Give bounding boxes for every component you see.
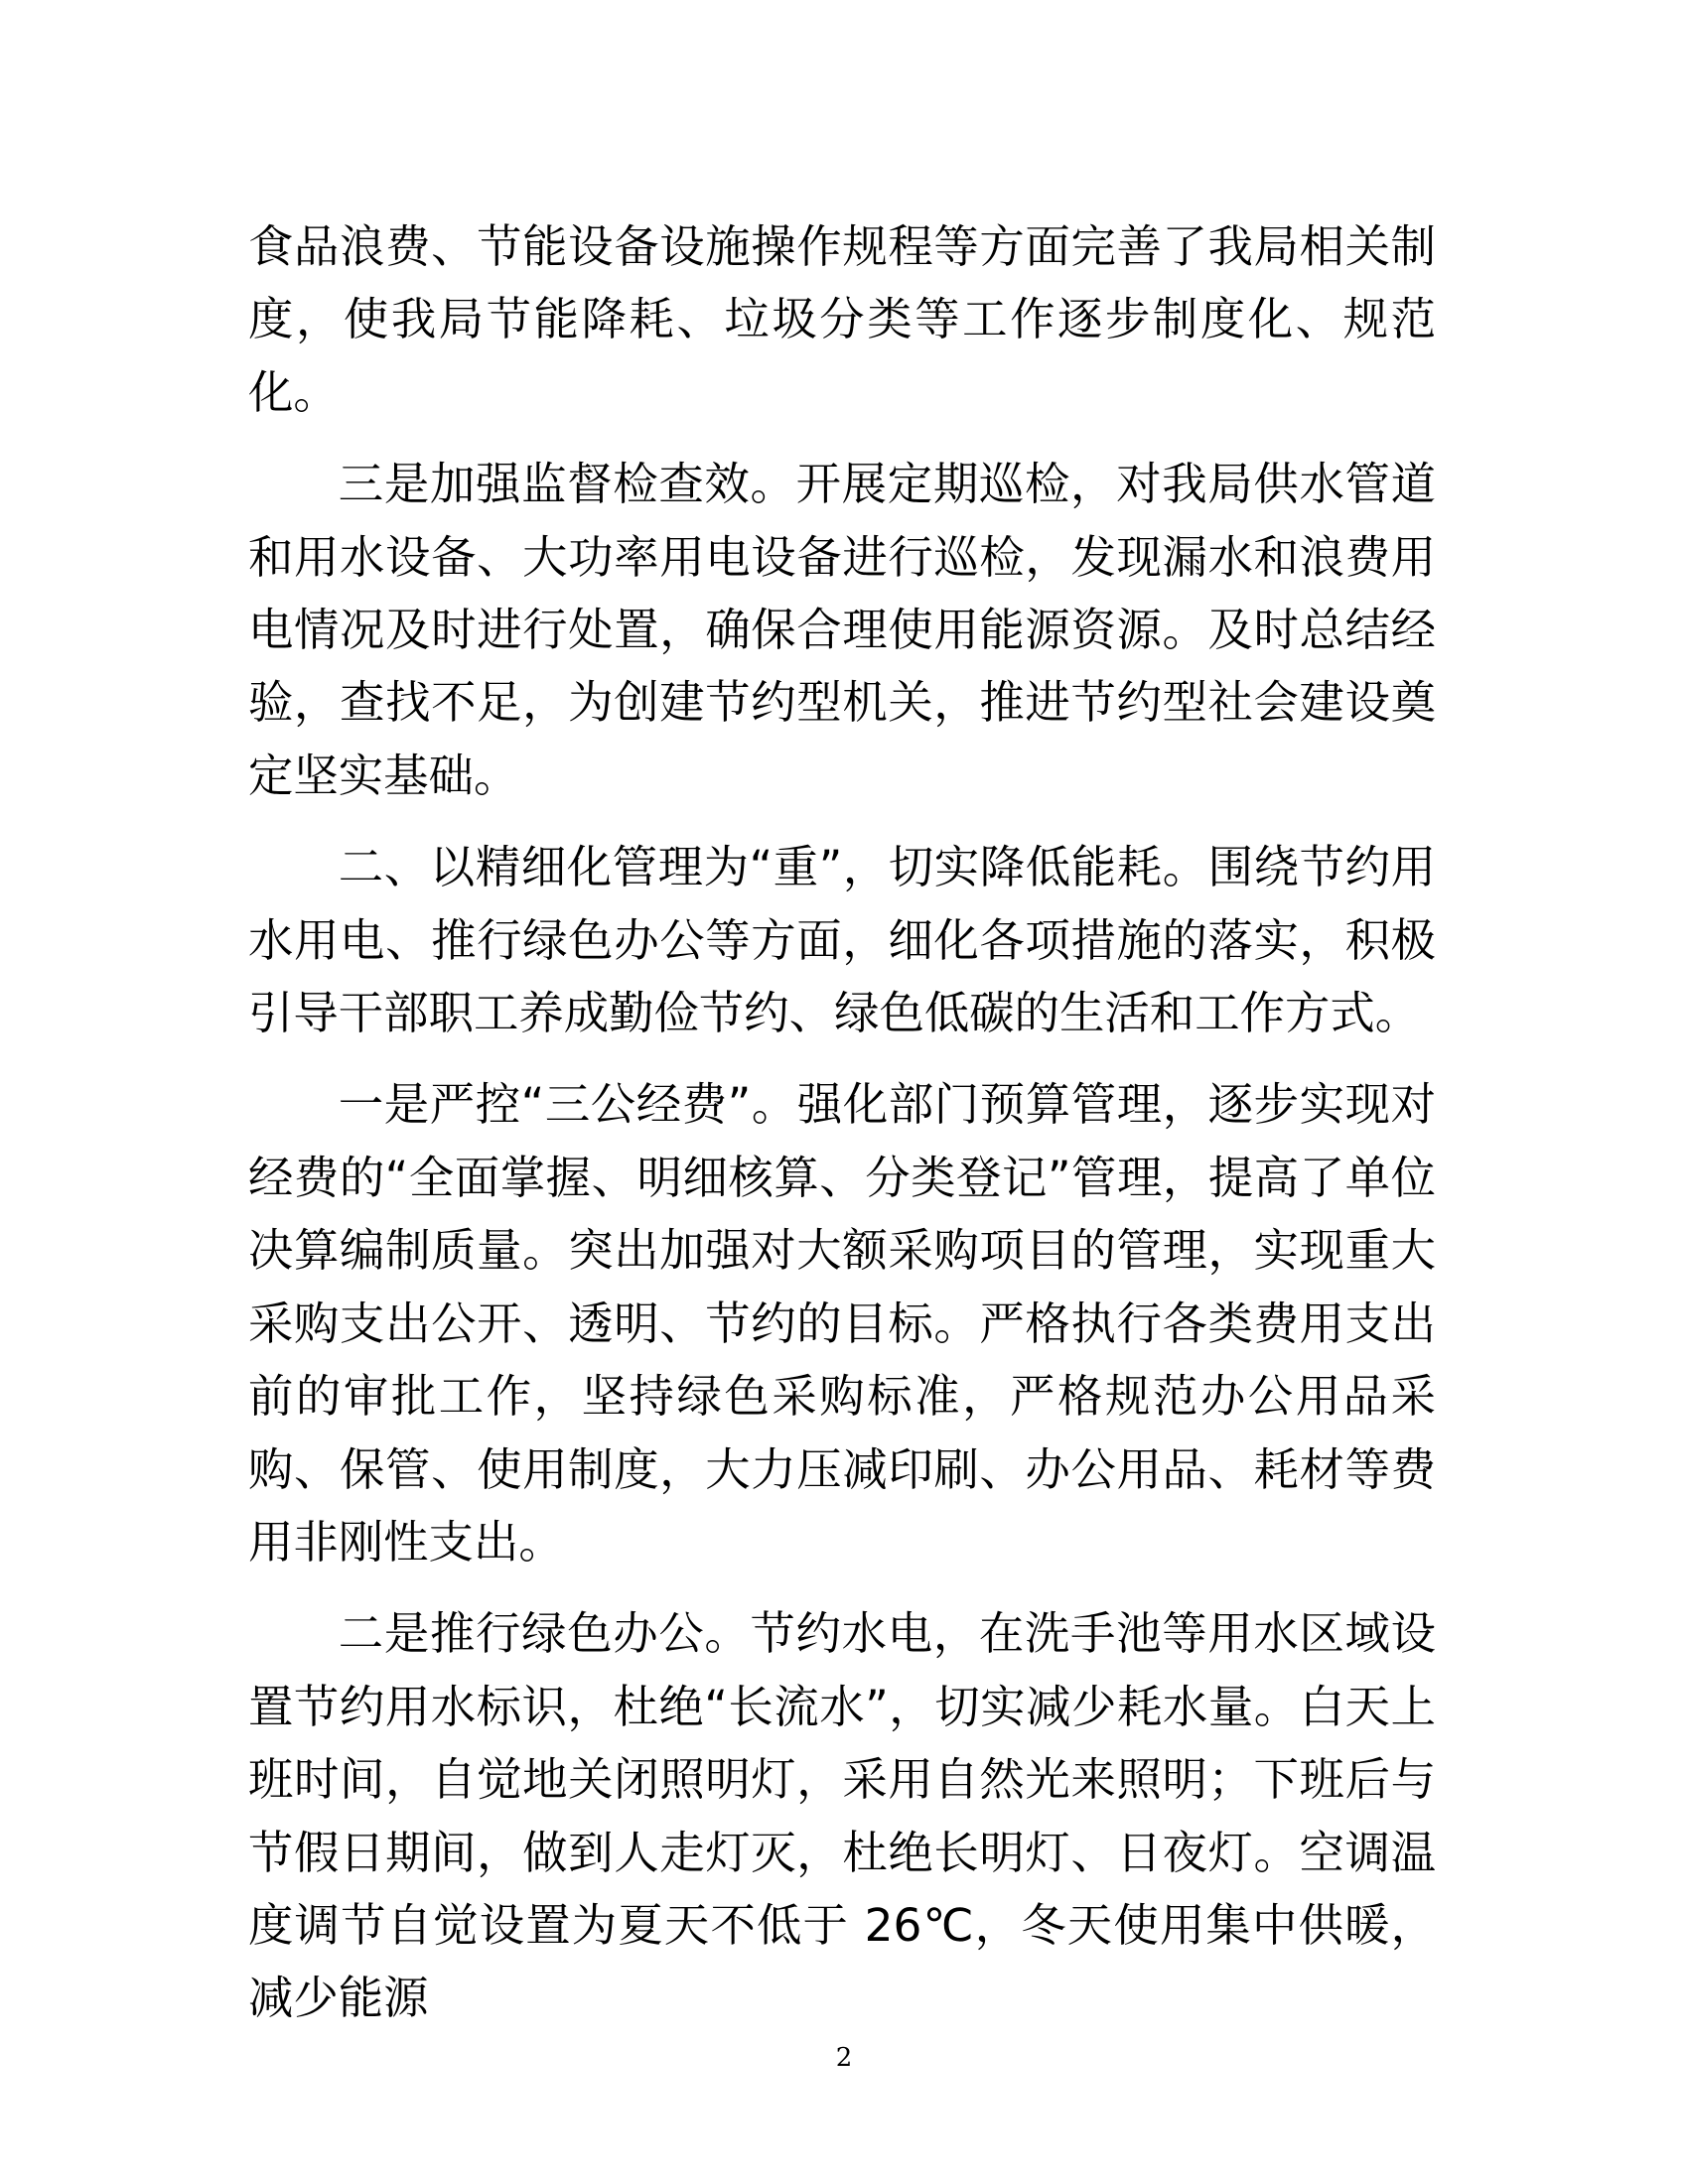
page-number: 2 xyxy=(835,2043,853,2073)
paragraph-continued: 食品浪费、节能设备设施操作规程等方面完善了我局相关制度，使我局节能降耗、垃圾分类等工作逐步制度化、规范化。 xyxy=(248,220,1436,419)
paragraph-green-office: 二是推行绿色办公。节约水电，在洗手池等用水区域设置节约用水标识，杜绝“长流水”，切实减少耗水量。白天上班时间，自觉地关闭照明灯，采用自然光来照明；下班后与节假日期间，做到人走灯灭，杜绝长明灯、日夜灯。空调温度调节自觉设置为夏天不低于 26℃，冬天使用集中供暖，减少能源 xyxy=(248,1607,1436,2025)
paragraph-section-two-heading: 二、以精细化管理为“重”，切实降低能耗。围绕节约用水用电、推行绿色办公等方面，细化各项措施的落实，积极引导干部职工养成勤俭节约、绿色低碳的生活和工作方式。 xyxy=(248,841,1436,1040)
document-body xyxy=(248,210,1436,2054)
paragraph-supervision: 三是加强监督检查效。开展定期巡检，对我局供水管道和用水设备、大功率用电设备进行巡检，发现漏水和浪费用电情况及时进行处置，确保合理使用能源资源。及时总结经验，查找不足，为创建节约型机关，推进节约型社会建设奠定坚实基础。 xyxy=(248,458,1436,802)
paragraph-control-expenses: 一是严控“三公经费”。强化部门预算管理，逐步实现对经费的“全面掌握、明细核算、分类登记”管理，提高了单位决算编制质量。突出加强对大额采购项目的管理，实现重大采购支出公开、透明、节约的目标。严格执行各类费用支出前的审批工作，坚持绿色采购标准，严格规范办公用品采购、保管、使用制度，大力压减印刷、办公用品、耗材等费用非刚性支出。 xyxy=(248,1078,1436,1569)
